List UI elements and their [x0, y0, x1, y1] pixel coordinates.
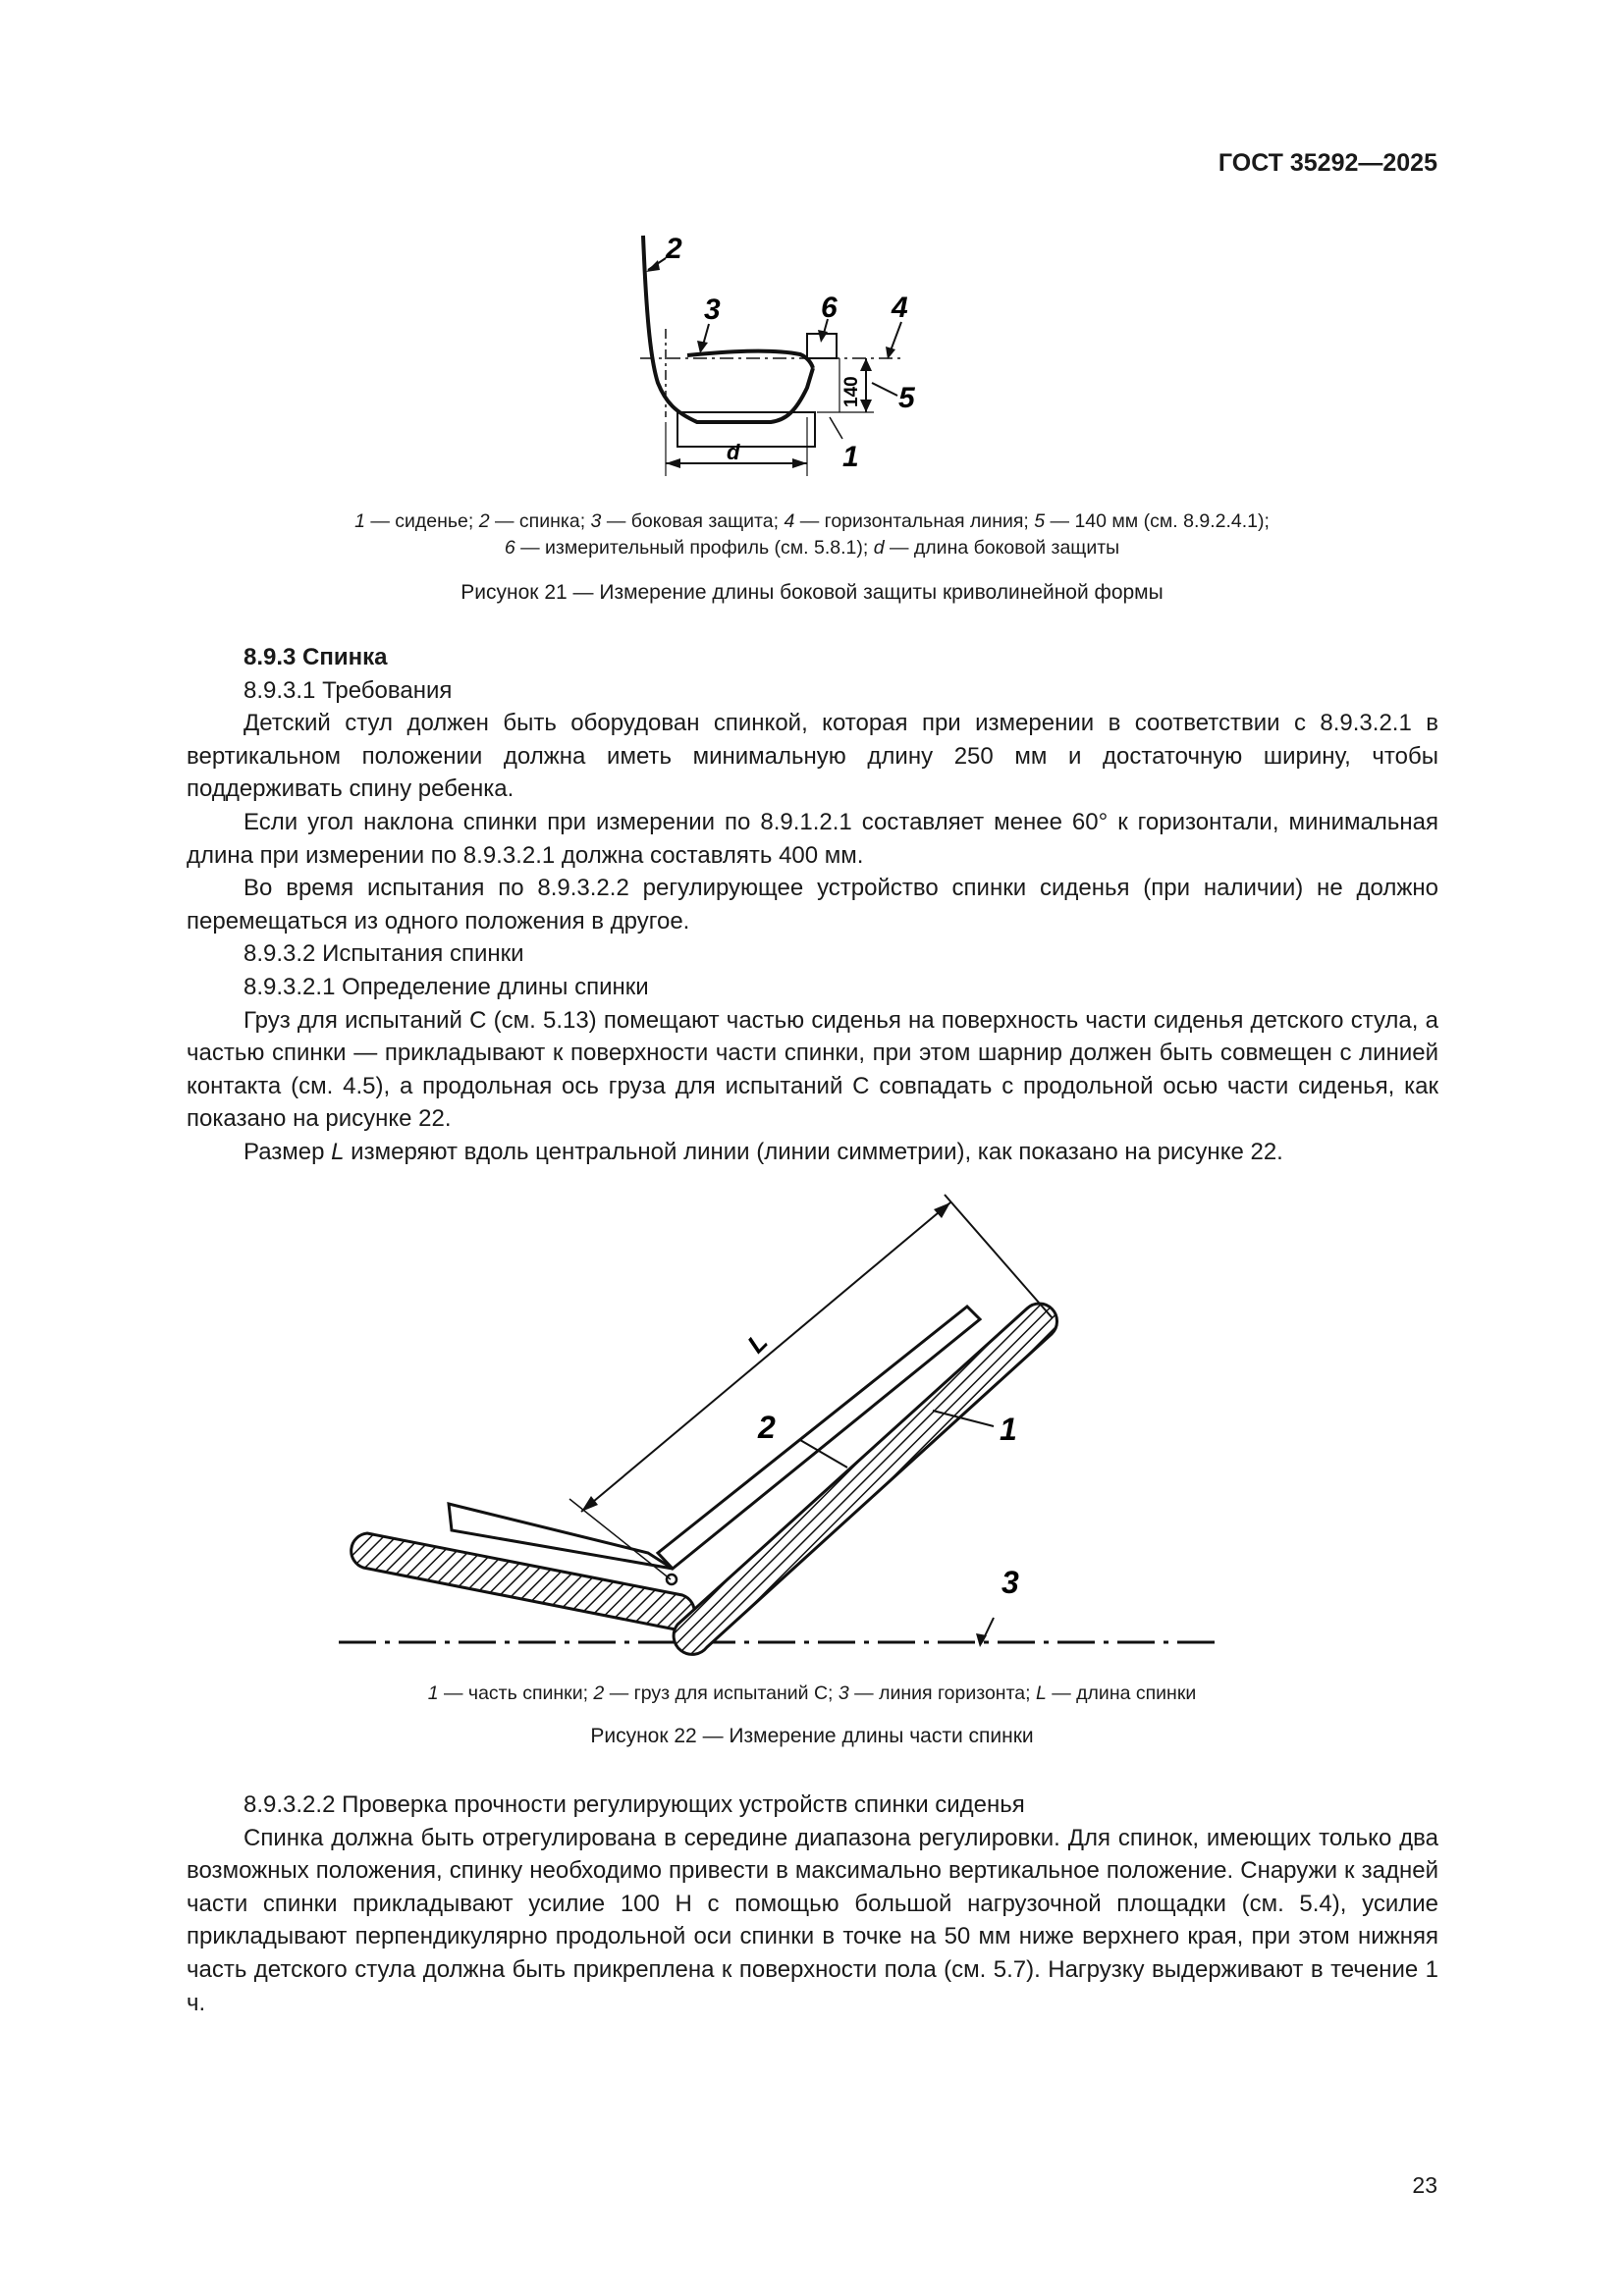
para-tests-title: 8.9.3.2 Испытания спинки — [244, 940, 524, 968]
fig22-label-1: 1 — [1000, 1412, 1017, 1447]
legend-key: 2 — [478, 510, 490, 532]
legend-text: — длина спинки — [1046, 1682, 1197, 1704]
fig21-label-3: 3 — [704, 294, 721, 326]
fig21-legend-line2 — [0, 535, 1624, 561]
legend-key: d — [873, 537, 885, 559]
fig21-label-5: 5 — [898, 382, 915, 414]
para-requirements-title: 8.9.3.1 Требования — [244, 676, 453, 704]
legend-key: 1 — [354, 510, 365, 532]
fig21-label-d: d — [727, 440, 740, 464]
fig22-label-3: 3 — [1001, 1565, 1019, 1600]
legend-text: — измерительный профиль (см. 5.8.1); — [514, 537, 874, 559]
figure-21-legend — [0, 508, 1624, 561]
para-load-placement: Груз для испытаний С (см. 5.13) помещают частью сиденья на поверхность части сиденья детского стула, а частью спинки — прикладывают к поверхности части спинки, при этом шарнир должен быть совмещен с линией контакта (см. 4.5), а продольная ось груза для испытаний С совпадать с продольной осью части сиденья, как показано на рисунке 22. — [187, 1006, 1438, 1133]
legend-key: 5 — [1034, 510, 1046, 532]
legend-text: — сиденье; — [364, 510, 479, 532]
legend-text: — груз для испытаний С; — [604, 1682, 839, 1704]
figure-22-legend — [0, 1681, 1624, 1707]
para-adjuster: Во время испытания по 8.9.3.2.2 регулирующее устройство спинки сиденья (при наличии) не должно перемещаться из одного положения в другое. — [187, 875, 1438, 934]
para-angle: Если угол наклона спинки при измерении по 8.9.1.2.1 составляет менее 60° к горизонтали, минимальная длина при измерении по 8.9.3.2.1 должна составлять 400 мм. — [187, 808, 1438, 869]
section-heading: 8.9.3 Спинка — [244, 644, 388, 670]
section-backrest — [187, 641, 1438, 1169]
legend-key: 1 — [427, 1682, 439, 1704]
figure-21-diagram — [589, 221, 962, 476]
legend-text: — часть спинки; — [438, 1682, 594, 1704]
figure-21-caption: Рисунок 21 — Измерение длины боковой защиты криволинейной формы — [460, 581, 1164, 604]
legend-text: — линия горизонта; — [848, 1682, 1036, 1704]
fig21-label-2: 2 — [666, 233, 682, 265]
para-adjuster-title: 8.9.3.2.2 Проверка прочности регулирующих устройств спинки сиденья — [244, 1791, 1025, 1818]
fig21-label-4: 4 — [892, 292, 908, 324]
section-adjuster-test — [187, 1789, 1438, 2019]
legend-key: 2 — [593, 1682, 605, 1704]
fig22-label-2: 2 — [758, 1410, 776, 1445]
legend-text: — длина боковой защиты — [884, 537, 1120, 559]
back-part — [674, 1304, 1056, 1654]
legend-key: 3 — [590, 510, 602, 532]
figure-22-diagram — [324, 1183, 1227, 1664]
para-requirements: Детский стул должен быть оборудован спинкой, которая при измерении в соответствии с 8.9.3.2.1 в вертикальном положении должна иметь минимальную длину 250 мм и достаточную ширину, чтобы поддерживать спину ребенка. — [187, 710, 1438, 803]
seat-outline — [677, 412, 815, 447]
legend-text: — горизонтальная линия; — [794, 510, 1035, 532]
document-header: ГОСТ 35292—2025 — [1218, 149, 1437, 177]
figure-22-caption: Рисунок 22 — Измерение длины части спинки — [590, 1725, 1034, 1747]
legend-text: — боковая защита; — [601, 510, 785, 532]
dimension-140: 140 — [841, 376, 862, 407]
legend-key: L — [1035, 1682, 1047, 1704]
fig21-label-6: 6 — [821, 292, 838, 324]
legend-key: 6 — [504, 537, 515, 559]
legend-text: — спинка; — [489, 510, 591, 532]
fig21-label-1: 1 — [842, 441, 859, 473]
para-length-title: 8.9.3.2.1 Определение длины спинки — [244, 973, 649, 1000]
fig22-label-L: L — [741, 1326, 774, 1360]
para-measure-l: Размер L измеряют вдоль центральной линии (линии симметрии), как показано на рисунке 22. — [244, 1138, 1283, 1165]
side-protection-curve — [687, 351, 813, 368]
legend-text: — 140 мм (см. 8.9.2.4.1); — [1045, 510, 1270, 532]
seat-part — [352, 1533, 695, 1629]
legend-key: 4 — [784, 510, 795, 532]
para-adjuster-test: Спинка должна быть отрегулирована в середине диапазона регулировки. Для спинок, имеющих только два возможных положения, спинку необходимо привести в максимально вертикальное положение. Снаружи к задней части спинки прикладывают усилие 100 Н с помощью большой нагрузочной площадки (см. 5.4), усилие прикладывают перпендикулярно продольной оси спинки в точке на 50 мм ниже верхнего края, при этом нижняя часть детского стула должна быть прикреплена к поверхности пола (см. 5.7). Нагрузку выдерживают в течение 1 ч. — [187, 1824, 1438, 2016]
page-number: 23 — [1412, 2172, 1437, 2198]
legend-key: 3 — [838, 1682, 849, 1704]
fig21-legend-line1 — [0, 508, 1624, 535]
